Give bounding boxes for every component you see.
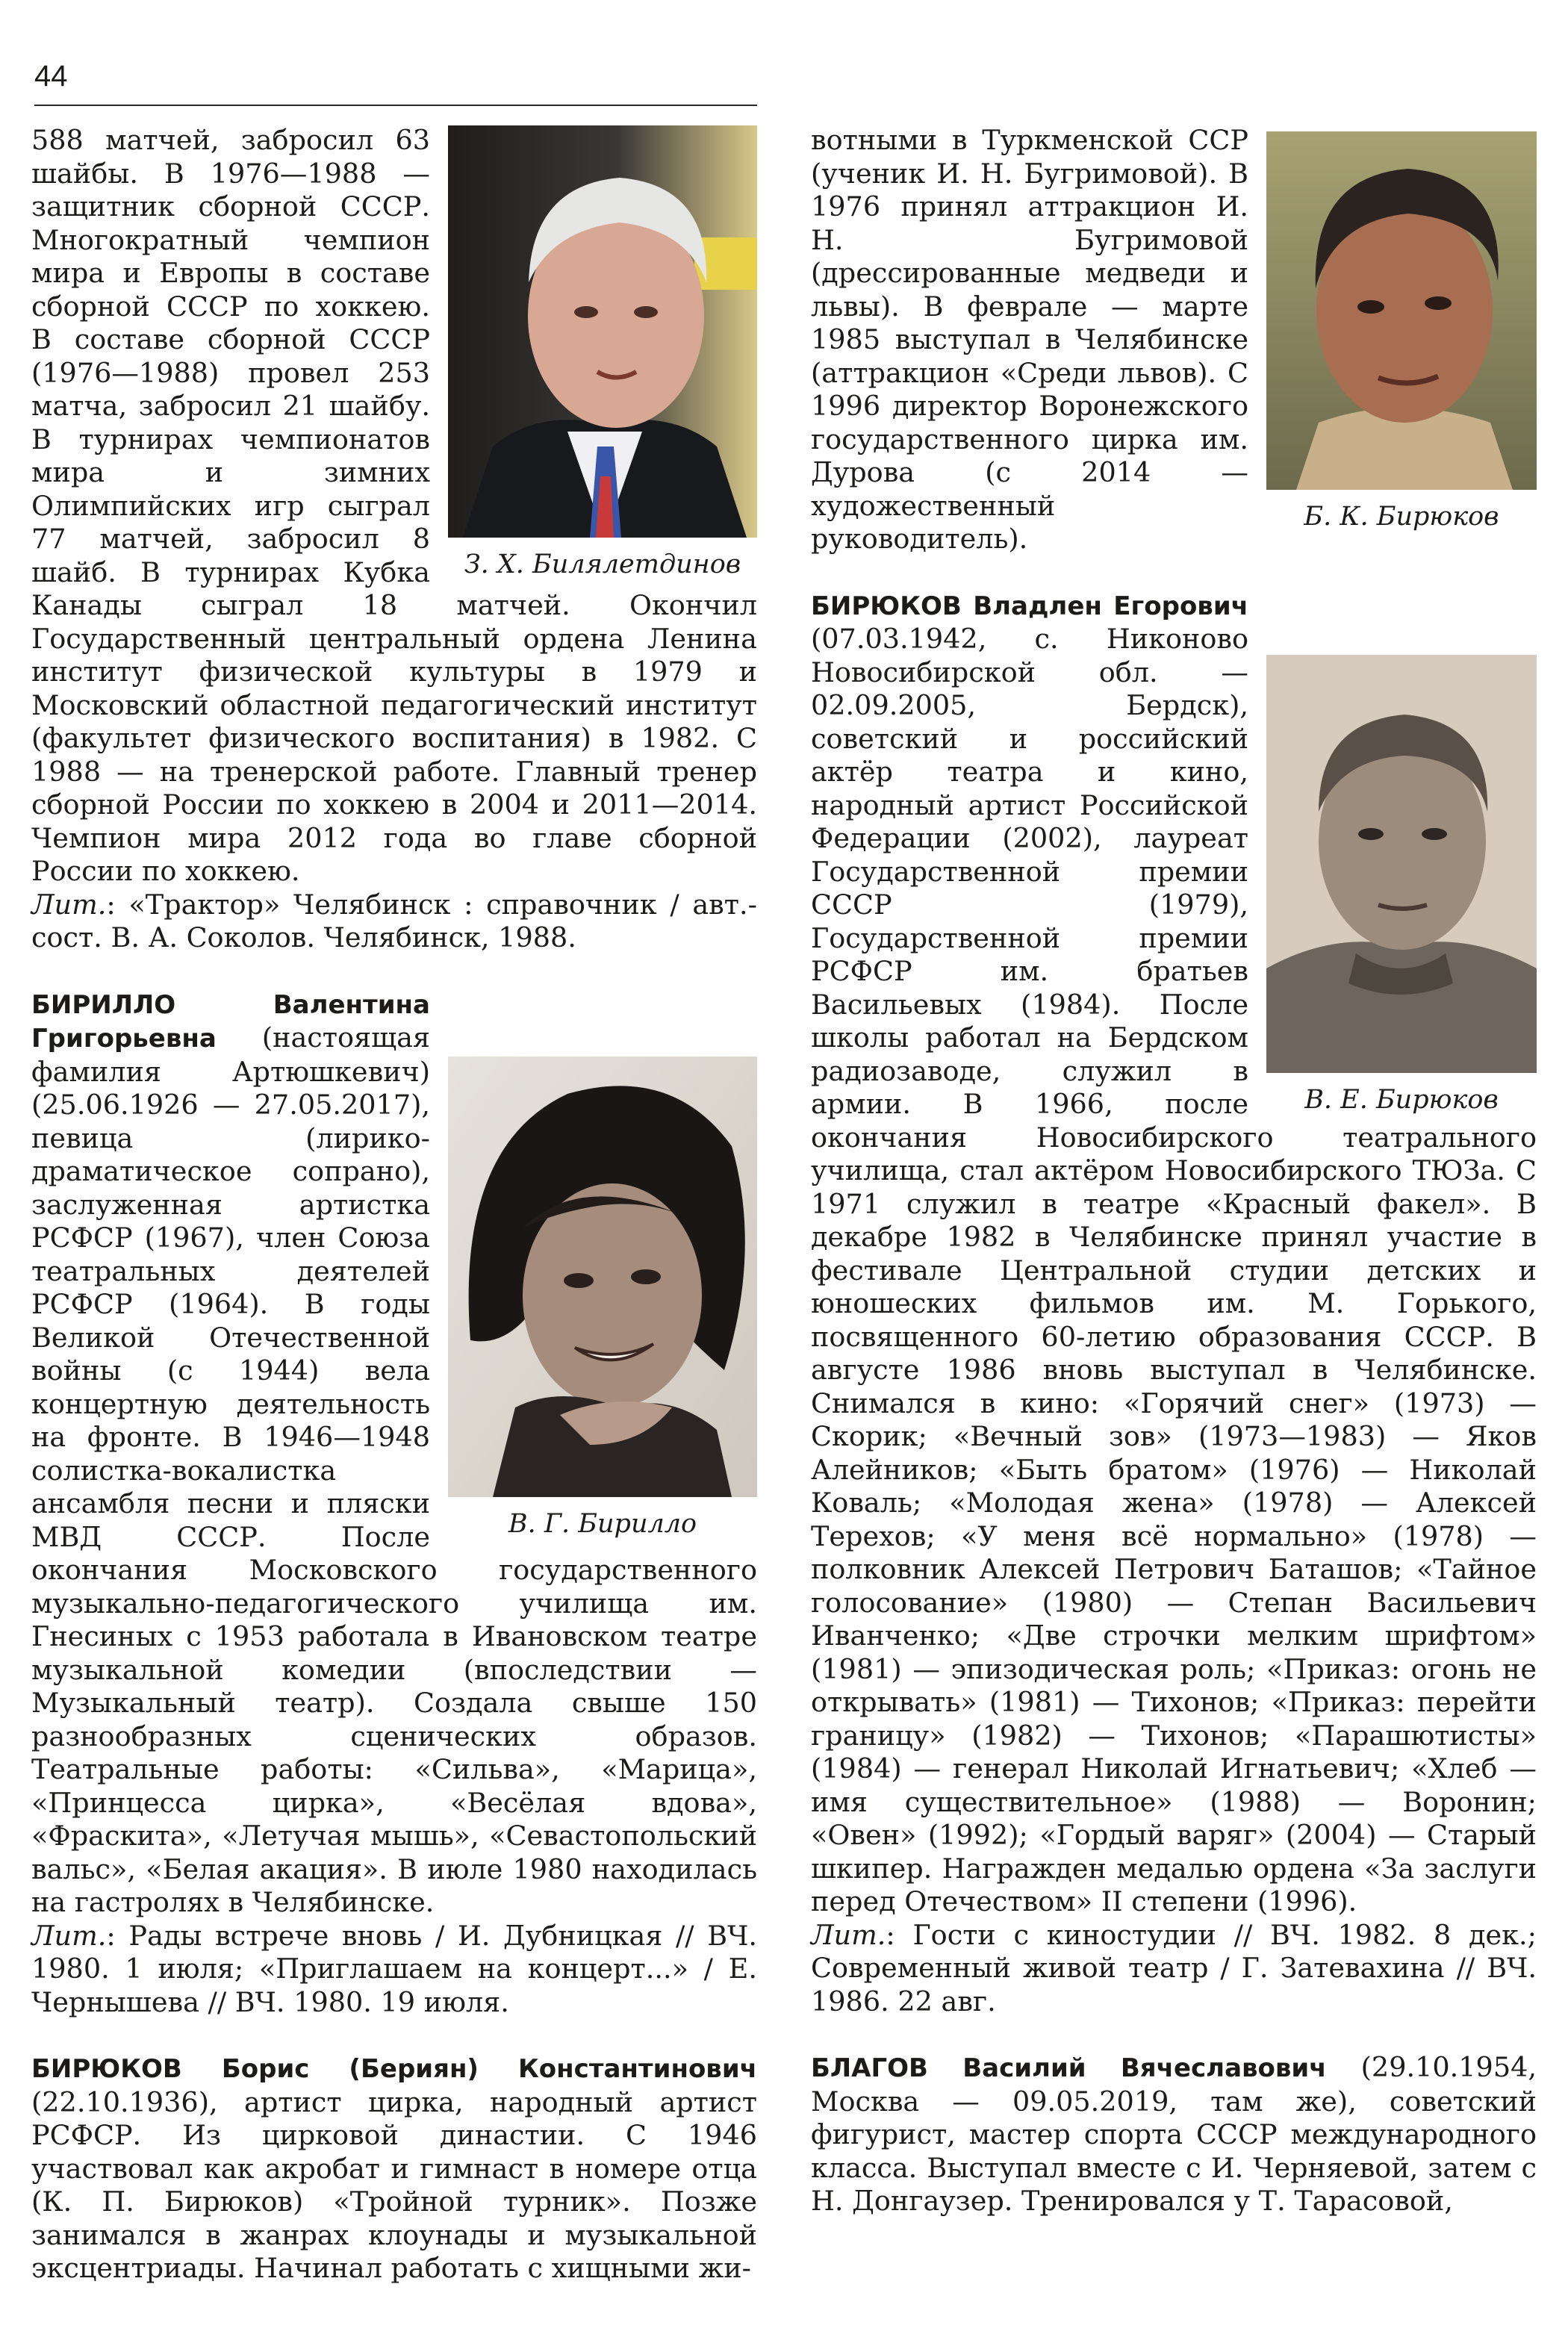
page-number: 44 <box>34 60 68 93</box>
portrait-biryukov-boris-image <box>1266 131 1537 490</box>
entry-biryukov-boris-name: БИРЮКОВ Борис (Бериян) Константинович <box>31 2054 757 2084</box>
entry-birillo-literature <box>31 1920 757 2020</box>
entry-biryukov-vladlen-name: БИРЮКОВ Владлен Егорович <box>811 591 1248 621</box>
photo-biryukov-vladlen <box>1266 655 1537 1116</box>
right-column <box>811 124 1537 2218</box>
caption-birillo: В. Г. Бирилло <box>508 1508 697 1539</box>
portrait-biryukov-vladlen-image <box>1266 655 1537 1073</box>
lit-text: : Рады встрече вновь / И. Дубницкая // ВЧ. 1980. 1 июля; «Приглашаем на концерт...» / Е. Чернышева // ВЧ. 1980. 19 июля. <box>31 1919 757 2018</box>
header-rule <box>34 105 757 106</box>
entry-biryukov-boris <box>31 2052 757 2286</box>
entry-birillo-name: БИРИЛЛО Валентина Григорьевна <box>31 989 430 1054</box>
photo-bilyaletdinov <box>448 125 757 581</box>
portrait-birillo-image <box>448 1057 757 1497</box>
photo-birillo <box>448 1057 757 1540</box>
entry-biryukov-boris-text: (22.10.1936), артист цирка, народный артист РСФСР. Из цирковой династии. С 1946 участвовал как акробат и гимнаст в номере отца (К. П. Бирюков) «Тройной турник». Позже занимался в жанрах клоунады и музыкальной эксцентриады. Начинал работать с хищными жи- <box>31 2085 757 2284</box>
lit-label: Лит. <box>811 1918 886 1951</box>
entry-blagov-name: БЛАГОВ Василий Вячеславович <box>811 2053 1327 2083</box>
entry-biryukov-vladlen-literature <box>811 1919 1537 2019</box>
entry-biryukov-boris-continued: вотными в Туркменской ССР (ученик И. Н. Бугримовой). В 1976 принял аттракцион И. Н. Бугримовой (дрессированные медведи и львы). В феврале — марте 1985 выступал в Челябинске (аттракцион «Среди львов). С 1996 директор Воронежского государственного цирка им. Дурова (с 2014 — художественный руководитель). <box>811 124 1248 555</box>
entry-biryukov-vladlen-text: (07.03.1942, с. Никоново Новосибирской обл. — 02.09.2005, Бердск), советский и российский актёр театра и кино, народный артист Российской Федерации (2002), лауреат Государственной премии СССР (1979), Государственной премии РСФСР им. братьев Васильевых (1984). После школы работал на Бердском радиозаводе, служил в армии. В 1966, после окончания Новосибирского театрального училища, стал актёром Новосибирского ТЮЗа. С 1971 служил в театре «Красный факел». В декабре 1982 в Челябинске принял участие в фестивале Центральной студии детских и юношеских фильмов им. М. Горького, посвященного 60-летию образования СССР. В августе 1986 вновь выступал в Челябинске. Снимался в кино: «Горячий снег» (1973) — Скорик; «Вечный зов» (1973—1983) — Яков Алейников; «Быть братом» (1976) — Николай Коваль; «Молодая жена» (1978) — Алексей Терехов; «У меня всё нормально» (1978) — полковник Алексей Петрович Баташов; «Тайное голосование» (1980) — Степан Васильевич Иванченко; «Две строчки мелким шрифтом» (1981) — эпизодическая роль; «Приказ: огонь не открывать» (1981) — Тихонов; «Приказ: перейти границу» (1982) — Тихонов; «Парашютисты» (1984) — генерал Николай Игнатьевич; «Хлеб — имя существительное» (1988) — Воронин; «Овен» (1992); «Гордый варяг» (2004) — Старый шкипер. Награжден медалью ордена «За заслуги перед Отечеством» II степени (1996). <box>811 623 1537 1917</box>
left-column <box>31 124 757 2286</box>
entry-bilyaletdinov-literature <box>31 889 757 955</box>
caption-biryukov-boris: Б. К. Бирюков <box>1304 502 1499 532</box>
entry-blagov <box>811 2051 1537 2218</box>
lit-text: : «Трактор» Челябинск : справочник / авт.-сост. В. А. Соколов. Челябинск, 1988. <box>31 888 757 953</box>
caption-bilyaletdinov: З. Х. Билялетдинов <box>464 550 741 579</box>
entry-blagov-text: (29.10.1954, Москва — 09.05.2019, там же), советский фигурист, мастер спорта СССР международного класса. Выступал вместе с И. Черняевой, затем с Н. Донгаузер. Тренировался у Т. Тарасовой, <box>811 2051 1537 2217</box>
lit-label: Лит. <box>31 888 107 921</box>
caption-biryukov-vladlen: В. Е. Бирюков <box>1304 1084 1499 1115</box>
lit-text: : Гости с киностудии // ВЧ. 1982. 8 дек.; Современный живой театр / Г. Затевахина // ВЧ. 1986. 22 авг. <box>811 1918 1537 2017</box>
entry-birillo-text: (настоящая фамилия Артюшкевич) (25.06.1926 — 27.05.2017), певица (лирико-драматическое сопрано), заслуженная артистка РСФСР (1967), член Союза театральных деятелей РСФСР (1964). В годы Великой Отечественной войны (с 1944) вела концертную деятельность на фронте. В 1946—1948 солистка-вокалистка ансамбля песни и пляски МВД СССР. После окончания Московского государственного музыкально-педагогического училища им. Гнесиных с 1953 работала в Ивановском театре музыкальной комедии (впоследствии — Музыкальный театр). Создала свыше 150 разнообразных сценических образов. Театральные работы: «Сильва», «Марица», «Принцесса цирка», «Весёлая вдова», «Фраскита», «Летучая мышь», «Севастопольский вальс», «Белая акация». В июле 1980 находилась на гастролях в Челябинске. <box>31 1021 757 1918</box>
photo-biryukov-boris <box>1266 131 1537 533</box>
lit-label: Лит. <box>31 1919 107 1952</box>
entry-bilyaletdinov-text: 588 матчей, забросил 63 шайбы. В 1976—1988 — защитник сборной СССР. Многократный чемпион мира и Европы в составе сборной СССР по хоккею. В составе сборной СССР (1976—1988) провел 253 матча, забросил 21 шайбу. В турнирах чемпионатов мира и зимних Олимпийских игр сыграл 77 матчей, забросил 8 шайб. В турнирах Кубка Канады сыграл 18 матчей. Окончил Государственный центральный ордена Ленина институт физической культуры в 1979 и Московский областной педагогический институт (факультет физического воспитания) в 1982. С 1988 — на тренерской работе. Главный тренер сборной России по хоккею в 2004 и 2011—2014. Чемпион мира 2012 года во главе сборной России по хоккею. <box>31 124 757 887</box>
portrait-bilyaletdinov-image <box>448 125 757 538</box>
